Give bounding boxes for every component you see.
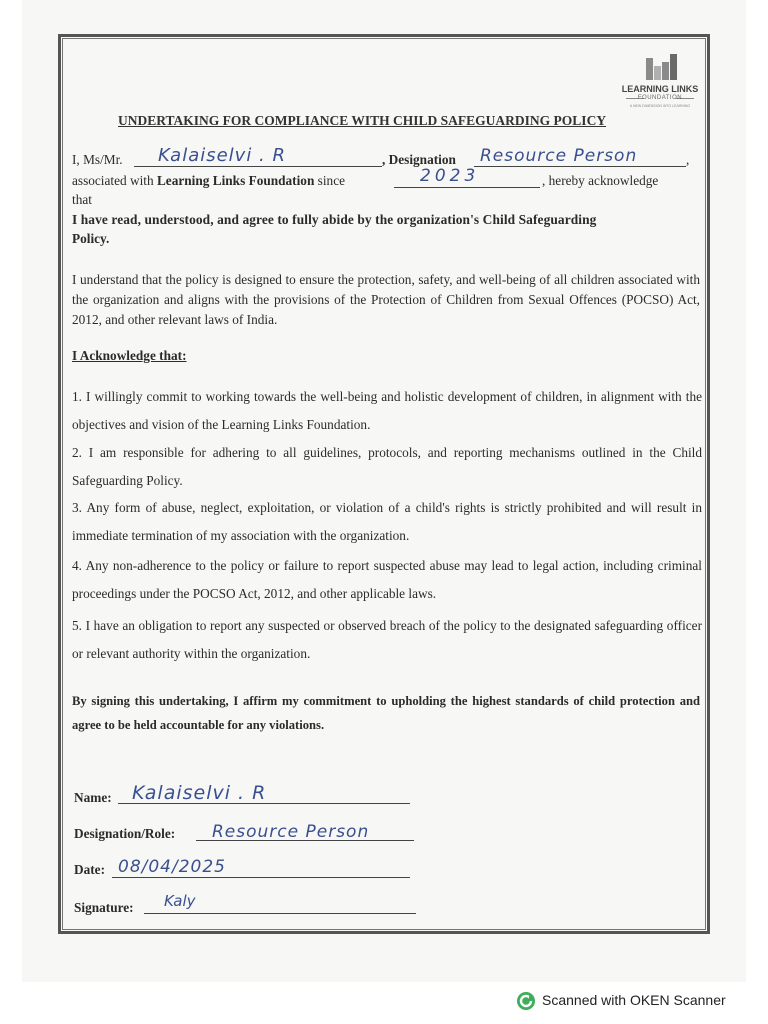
list-item: 4. Any non-adherence to the policy or failure to report suspected abuse may lead to legal action, including criminal proceedings under the POCSO Act, 2012, and other applicable laws.: [72, 558, 702, 601]
intro-year-value: 2023: [420, 166, 480, 186]
name-underline: [134, 166, 382, 167]
acknowledge-heading: I Acknowledge that:: [72, 348, 187, 363]
oken-scanner-icon: [516, 991, 536, 1011]
logo-sub: FOUNDATION: [637, 95, 683, 101]
sig-name-value: Kalaiselvi . R: [132, 782, 267, 804]
logo-mark-icon: [644, 52, 678, 80]
date-label: Date:: [74, 862, 106, 877]
closing-statement: By signing this undertaking, I affirm my commitment to upholding the highest standards of child protection and agree to be held accountable for any violations.: [72, 694, 700, 732]
bold-statement-line1: I have read, understood, and agree to fully abide by the organization's Child Safeguarding: [72, 212, 597, 227]
role-label: Designation/Role:: [74, 826, 176, 841]
assoc-prefix: associated with: [72, 173, 154, 188]
scanner-text: Scanned with OKEN Scanner: [542, 992, 726, 1008]
date-value: 08/04/2025: [118, 857, 226, 877]
learning-links-logo: [614, 52, 706, 122]
list-item: 5. I have an obligation to report any suspected or observed breach of the policy to the designated safeguarding officer or relevant authority within the organization.: [72, 618, 702, 661]
logo-tagline: A NEW DIMENSION INTO LEARNING: [629, 104, 691, 108]
intro-comma: ,: [686, 152, 690, 167]
since-label: since: [317, 173, 345, 188]
org-name: Learning Links Foundation: [156, 173, 315, 188]
name-label: Name:: [74, 790, 112, 805]
designation-underline: [474, 166, 686, 167]
list-item: 1. I willingly commit to working towards the well-being and holistic development of children, in alignment with the objectives and vision of the Learning Links Foundation.: [72, 389, 702, 432]
that-text: that: [72, 192, 92, 207]
signature-label: Signature:: [74, 900, 134, 915]
list-item: 3. Any form of abuse, neglect, exploitation, or violation of a child's rights is strictly prohibited and will result in immediate termination of my association with the organization.: [72, 500, 702, 543]
acknowledge-text: , hereby acknowledge: [542, 173, 659, 188]
designation-label: , Designation: [382, 152, 456, 167]
document-title: UNDERTAKING FOR COMPLIANCE WITH CHILD SAFEGUARDING POLICY: [118, 113, 607, 128]
year-underline: [394, 187, 540, 188]
bold-statement-line2: Policy.: [72, 231, 110, 246]
intro-designation-value: Resource Person: [480, 146, 638, 166]
signature-value: Kaly: [164, 892, 196, 910]
date-underline: [112, 877, 410, 878]
intro-name-value: Kalaiselvi . R: [158, 145, 287, 166]
list-item: 2. I am responsible for adhering to all guidelines, protocols, and reporting mechanisms outlined in the Child Safeguarding Policy.: [72, 445, 702, 488]
understand-paragraph: I understand that the policy is designed to ensure the protection, safety, and well-being of all children associated with the organization and aligns with the provisions of the Protection of Children from Sexual Offences (POCSO) Act, 2012, and other relevant laws of India.: [72, 272, 700, 327]
logo-name: LEARNING LINKS: [621, 84, 699, 94]
role-value: Resource Person: [212, 822, 370, 842]
signature-underline: [144, 913, 416, 914]
intro-prefix: I, Ms/Mr.: [72, 152, 123, 167]
